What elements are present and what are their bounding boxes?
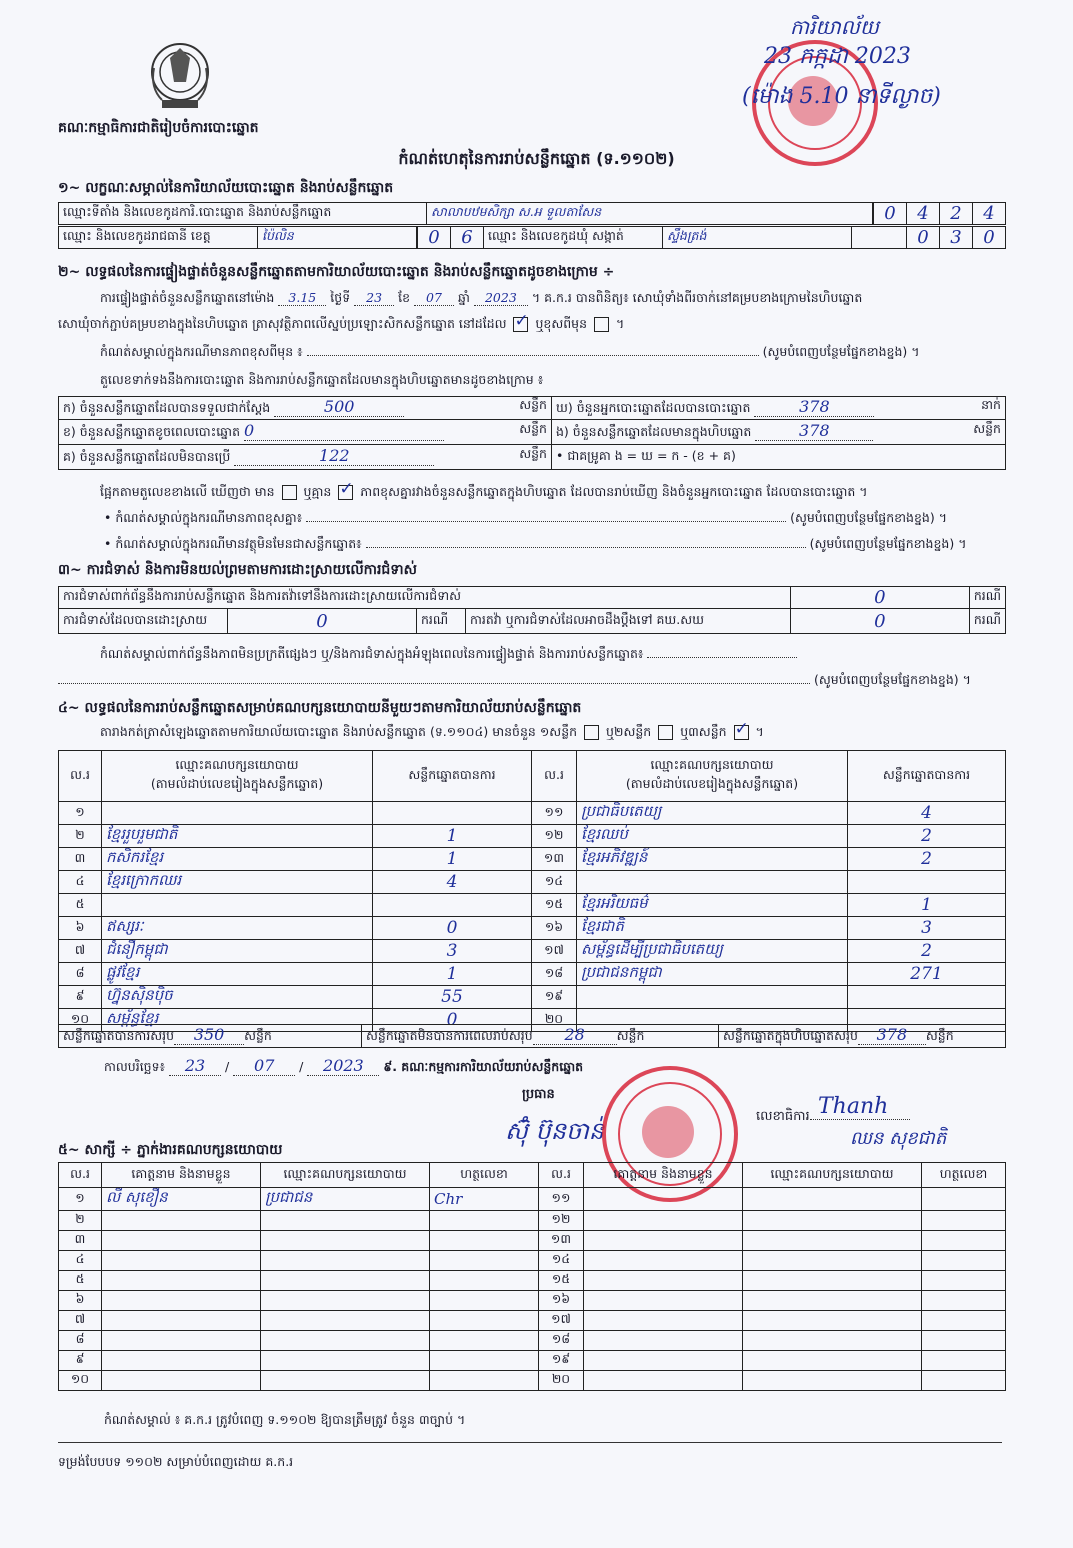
party-no: ១៥ (532, 894, 577, 917)
witness-name (584, 1311, 743, 1331)
witness-no: ១៩ (539, 1351, 584, 1371)
table-row (59, 940, 1006, 963)
witness-no: ១៦ (539, 1291, 584, 1311)
tally-sheet-line: តារាងកត់ត្រាសំឡេងឆ្នោតតាមការិយាល័យបោះឆ្នោត និងរាប់សន្លឹកឆ្នោត (ទ.១១០៤) មានចំនួន ១សន្លឹក ឬ២សន្លឹក ឬ៣សន្លឹក ✓ ។ (100, 724, 764, 743)
party-name: ខ្មែររួបរួមជាតិ (102, 825, 373, 848)
chair-signature: ស៊ុំ ប៊ុនចាន់ (505, 1117, 605, 1145)
party-no: ១១ (532, 802, 577, 825)
party-name: សម្ព័ន្ធខ្មែរ (102, 1009, 373, 1032)
party-votes: 3 (373, 940, 532, 963)
table-row (59, 1271, 1006, 1291)
witness-party (743, 1291, 922, 1311)
witness-no: ៧ (59, 1311, 102, 1331)
table-row (59, 848, 1006, 871)
witness-name (584, 1291, 743, 1311)
verification-month: 07 (414, 290, 454, 306)
witness-name (584, 1331, 743, 1351)
verification-line: ការផ្ទៀងផ្ទាត់ចំនួនសន្លឹកឆ្នោតនៅម៉ោង 3.15 ថ្ងៃទី 23 ខែ 07 ឆ្នាំ 2023 ។ គ.ក.រ បានពិនិត្យ៖ សោឃុំទាំងពីរចាក់នៅគម្របខាងក្រោមនៃហិបឆ្នោត (100, 290, 863, 305)
commune-value: ស្ទឹងត្រង់ (663, 227, 852, 249)
table-row (59, 917, 1006, 940)
party-name: ប្រជាជនកម្ពុជា (577, 963, 848, 986)
section1-table (58, 202, 1006, 225)
witness-signature (430, 1251, 539, 1271)
party-votes: 1 (373, 825, 532, 848)
party-votes: 2 (848, 940, 1006, 963)
witness-signature (430, 1331, 539, 1351)
witness-name (102, 1231, 261, 1251)
section2-heading: ២~ លទ្ធផលនៃការផ្ទៀងផ្ទាត់ចំនួនសន្លឹកឆ្នោតតាមការិយាល័យបោះឆ្នោត និងរាប់សន្លឹកឆ្នោតដូចខាងក្រោម ÷ (58, 264, 615, 280)
party-results-table: ល.រ ឈ្មោះគណបក្សនយោបាយ (តាមលំដាប់លេខរៀងក្នុងសន្លឹកឆ្នោត) សន្លឹកឆ្នោតបានការ ល.រ ឈ្មោះគណបក្សនយោបាយ (តាមលំដាប់លេខរៀងក្នុងសន្លឹកឆ្នោត) សន្លឹកឆ្នោតបានការ ១ ១១ ប្រជាធិបតេយ្យ 4 ២ ខ្មែររួបរួមជាតិ 1 ១២ ខ្មែរឈប់ 2 ៣ កសិករខ្មែរ 1 ១៣ ខ្មែរអភិវឌ្ឍន៍ 2 ៤ ខ្មែរក្រោកឈរ 4 ១៤ ៥ ១៥ ខ្មែរអរិយធម៌ 1 ៦ ឥស្សរៈ 0 ១៦ ខ្មែរជាតិ 3 ៧ ជំនឿកម្ពុជា 3 ១៧ សម្ព័ន្ធដើម្បីប្រជាធិបតេយ្យ 2 ៨ ផ្លូវខ្មែរ 1 ១៨ ប្រជាជនកម្ពុជា 271 ៩ ហ្វ៊ុនស៊ិនប៉ិច 55 ១៩ ១០ សម្ព័ន្ធខ្មែរ 0 ២០ (58, 750, 1006, 1032)
witness-no: ១៤ (539, 1251, 584, 1271)
party-name: ហ្វ៊ុនស៊ិនប៉ិច (102, 986, 373, 1009)
party-no: ១៨ (532, 963, 577, 986)
party-votes: 3 (848, 917, 1006, 940)
note2-line: • កំណត់សម្គាល់ក្នុងករណីមានភាពខុសគ្នា៖ (សូមបំពេញបន្ថែមផ្នែកខាងខ្នង) ។ (104, 510, 947, 525)
witness-signature (430, 1231, 539, 1251)
table-row: ក) ចំនួនសន្លឹកឆ្នោតដែលបានទទួលជាក់ស្តែង 500 សន្លឹក ឃ) ចំនួនអ្នកបោះឆ្នោតដែលបានបោះឆ្នោត 378 នាក់ (59, 397, 1006, 420)
party-name: ឥស្សរៈ (102, 917, 373, 940)
table-row (59, 871, 1006, 894)
witness-signature (922, 1351, 1006, 1371)
witness-name (102, 1351, 261, 1371)
party-name: ខ្មែរអរិយធម៌ (577, 894, 848, 917)
province-label: ឈ្មោះ និងលេខកូដរាជធានី ខេត្ត (59, 227, 258, 249)
section1-table-row2 (58, 226, 1006, 249)
party-no: ១២ (532, 825, 577, 848)
footer-divider (58, 1442, 1002, 1443)
witness-name (584, 1231, 743, 1251)
table-row (59, 1371, 1006, 1391)
witness-no: ៩ (59, 1351, 102, 1371)
commune-label: ឈ្មោះ និងលេខកូដឃុំ សង្កាត់ (484, 227, 663, 249)
witness-signature (922, 1251, 1006, 1271)
totals-table: សន្លឹកឆ្នោតបានការសរុប 350 សន្លឹក សន្លឹកឆ្នោតមិនបានការពេលរាប់សរុប 28 សន្លឹក សន្លឹកឆ្នោតក្នុងហិបឆ្នោតសរុប 378 សន្លឹក (58, 1024, 1006, 1048)
unchanged-checkbox[interactable] (513, 317, 528, 332)
witness-signature (430, 1271, 539, 1291)
witness-name (584, 1271, 743, 1291)
witness-no: ៤ (59, 1251, 102, 1271)
party-no: ៦ (59, 917, 102, 940)
party-name (577, 871, 848, 894)
witness-no: ៦ (59, 1291, 102, 1311)
ballot-figures-table (58, 396, 1006, 470)
witness-signature (922, 1271, 1006, 1291)
party-name: ខ្មែរអភិវឌ្ឍន៍ (577, 848, 848, 871)
witness-party (261, 1331, 430, 1351)
no-discrepancy-checkbox[interactable] (338, 485, 353, 500)
table-row (59, 986, 1006, 1009)
witness-signature (922, 1231, 1006, 1251)
witness-party (743, 1371, 922, 1391)
ballots-received-value: 500 (274, 397, 404, 417)
spoiled-ballots-value: 0 (244, 421, 444, 441)
party-votes: 1 (373, 963, 532, 986)
note1-line: កំណត់សម្គាល់ក្នុងករណីមានភាពខុសពីមុន ៖ (សូមបំពេញបន្ថែមផ្នែកខាងខ្នង) ។ (100, 344, 920, 359)
party-votes: 1 (373, 848, 532, 871)
table-row (59, 1291, 1006, 1311)
table-row (59, 1231, 1006, 1251)
party-votes: 2 (848, 848, 1006, 871)
party-name: ខ្មែរជាតិ (577, 917, 848, 940)
party-no: ៣ (59, 848, 102, 871)
witness-no: ១៣ (539, 1231, 584, 1251)
figures-intro: តួលេខទាក់ទងនឹងការបោះឆ្នោត និងការរាប់សន្លឹកឆ្នោតដែលមានក្នុងហិបឆ្នោតមានដូចខាងក្រោម ៖ (100, 372, 544, 387)
discrepancy-line: ផ្អែកតាមតួលេខខាងលើ ឃើញថា មាន ឬគ្មាន ✓ ភាពខុសគ្នារវាងចំនួនសន្លឹកឆ្នោតក្នុងហិបឆ្នោត ដែលបានរាប់ឃើញ និងចំនួនអ្នកបោះឆ្នោត ដែលបានបោះឆ្នោត ។ (100, 484, 868, 503)
witness-name (102, 1251, 261, 1271)
note3-line: • កំណត់សម្គាល់ក្នុងករណីមានវត្ថុមិនមែនជាសន្លឹកឆ្នោត៖ (សូមបំពេញបន្ថែមផ្នែកខាងខ្នង) ។ (104, 536, 967, 551)
witness-no: ២ (59, 1211, 102, 1231)
witness-name (102, 1291, 261, 1311)
witness-no: ៨ (59, 1331, 102, 1351)
witness-party (261, 1311, 430, 1331)
table-row (59, 1188, 1006, 1211)
table-row: គ) ចំនួនសន្លឹកឆ្នោតដែលមិនបានប្រើ 122 សន្លឹក • ជាគម្រូគា ង = ឃ = ក - (ខ + គ) (59, 445, 1006, 470)
witness-party (743, 1351, 922, 1371)
witness-party (261, 1251, 430, 1271)
section5-heading: ៥~ សាក្សី ÷ ភ្នាក់ងារគណបក្សនយោបាយ (58, 1142, 283, 1158)
form-footer: ទម្រង់បែបបទ ១១០២ សម្រាប់បំពេញដោយ គ.ក.រ (58, 1454, 294, 1469)
resolved-objections-count: 0 (228, 609, 417, 634)
witness-name (584, 1351, 743, 1371)
witness-no: ១៨ (539, 1331, 584, 1351)
date-day: 23 (169, 1056, 221, 1076)
section3-heading: ៣~ ការជំទាស់ និងការមិនយល់ព្រមតាមការដោះស្រាយលើការជំទាស់ (58, 562, 417, 578)
witness-signature (430, 1291, 539, 1311)
witness-name (584, 1251, 743, 1271)
party-votes: 0 (373, 1009, 532, 1032)
party-votes: 4 (848, 802, 1006, 825)
secretary-name: ឈន សុខជាតិ (850, 1128, 947, 1149)
witness-name (102, 1211, 261, 1231)
party-no: ១៤ (532, 871, 577, 894)
party-name: ជំនឿកម្ពុជា (102, 940, 373, 963)
total-invalid-value: 28 (533, 1025, 617, 1045)
witness-party (743, 1251, 922, 1271)
secretary-signature: Thanh (818, 1094, 889, 1119)
document-title: កំណត់ហេតុនៃការរាប់សន្លឹកឆ្នោត (ទ.១១០២) (398, 149, 675, 168)
party-name: ផ្លូវខ្មែរ (102, 963, 373, 986)
organization-name: គណៈកម្មាធិការជាតិរៀបចំការបោះឆ្នោត (58, 120, 259, 136)
witness-no: ២០ (539, 1371, 584, 1391)
witness-party (261, 1271, 430, 1291)
two-sheets-checkbox[interactable] (658, 725, 673, 740)
section4-heading: ៤~ លទ្ធផលនៃការរាប់សន្លឹកឆ្នោតសម្រាប់គណបក្សនយោបាយនីមួយៗតាមការិយាល័យរាប់សន្លឹកឆ្នោត (58, 700, 582, 716)
witness-party (743, 1211, 922, 1231)
table-row: ការជំទាស់ពាក់ព័ន្ធនឹងការរាប់សន្លឹកឆ្នោត និងការតវ៉ាទៅនឹងការដោះស្រាយលើការជំទាស់ 0 ករណី (59, 587, 1006, 609)
section3-note: កំណត់សម្គាល់ពាក់ព័ន្ធនឹងភាពមិនប្រក្រតីផ្សេងៗ ឬ/និងការជំទាស់ក្នុងអំឡុងពេលនៃការផ្ទៀងផ្ទាត់ និងការរាប់សន្លឹកឆ្នោត៖ (100, 646, 797, 665)
party-votes: 1 (848, 894, 1006, 917)
witness-signature (430, 1351, 539, 1371)
witness-signature: Chr (430, 1188, 539, 1211)
party-no: ១៩ (532, 986, 577, 1009)
witness-no: ១៧ (539, 1311, 584, 1331)
witness-no: ១២ (539, 1211, 584, 1231)
polling-station-label: ឈ្មោះទីតាំង និងលេខកូដការិ.បោះឆ្នោត និងរាប់សន្លឹកឆ្នោត (59, 203, 427, 225)
objections-count: 0 (790, 587, 969, 609)
seal-status-line: សោឃុំចាក់ភ្ជាប់គម្របខាងក្នុងនៃហិបឆ្នោត ត្រាសុវត្ថិភាពលើស្នប់ប្រឡោះសិកសន្លឹកឆ្នោត នៅដដែល ✓ ឬខុសពីមុន ។ (58, 316, 624, 335)
witness-name (584, 1211, 743, 1231)
witness-name: លី សុខឿន (102, 1188, 261, 1211)
table-row: ខ) ចំនួនសន្លឹកឆ្នោតខូចពេលបោះឆ្នោត 0 សន្លឹក ង) ចំនួនសន្លឹកឆ្នោតដែលមានក្នុងហិបឆ្នោត 378 សន្លឹក (59, 420, 1006, 445)
witness-signature (922, 1211, 1006, 1231)
table-row (59, 802, 1006, 825)
party-votes (848, 871, 1006, 894)
witness-table: ល.រ គោត្តនាម និងនាមខ្លួន ឈ្មោះគណបក្សនយោបាយ ហត្ថលេខា ល.រ គោត្តនាម និងនាមខ្លួន ឈ្មោះគណបក្សនយោបាយ ហត្ថលេខា ១ លី សុខឿន ប្រជាជន Chr ១១ ២ ១២ ៣ ១៣ ៤ ១៤ ៥ ១៥ ៦ ១៦ ៧ ១៧ ៨ ១៨ ៩ ១៩ ១០ ២០ (58, 1162, 1006, 1391)
witness-party (743, 1188, 922, 1211)
stamp-note-2: 23 កក្កដា 2023 (764, 44, 911, 69)
one-sheet-checkbox[interactable] (584, 725, 599, 740)
party-name: សម្ព័ន្ធដើម្បីប្រជាធិបតេយ្យ (577, 940, 848, 963)
party-no: ៤ (59, 871, 102, 894)
total-in-box-value: 378 (858, 1025, 926, 1045)
party-votes: 55 (373, 986, 532, 1009)
voters-value: 378 (754, 397, 874, 417)
witness-no: ១១ (539, 1188, 584, 1211)
witness-signature (922, 1188, 1006, 1211)
witness-name (584, 1371, 743, 1391)
commune-code: 0 3 0 (852, 227, 1006, 249)
party-no: ៨ (59, 963, 102, 986)
party-votes: 2 (848, 825, 1006, 848)
unused-ballots-value: 122 (234, 446, 434, 466)
witness-party (261, 1371, 430, 1391)
polling-station-code: 0 4 2 4 (873, 203, 1006, 225)
witness-name (102, 1311, 261, 1331)
witness-party (743, 1311, 922, 1331)
witness-party (261, 1231, 430, 1251)
party-no: ១៦ (532, 917, 577, 940)
party-name: ខ្មែរឈប់ (577, 825, 848, 848)
witness-name (102, 1271, 261, 1291)
witness-name (102, 1371, 261, 1391)
date-year: 2023 (307, 1056, 379, 1076)
chair-label: ប្រធាន (522, 1087, 555, 1102)
witness-party (261, 1211, 430, 1231)
witness-signature (430, 1211, 539, 1231)
province-code: 0 6 (417, 227, 484, 249)
witness-party (743, 1271, 922, 1291)
party-votes: 271 (848, 963, 1006, 986)
party-name: ប្រជាធិបតេយ្យ (577, 802, 848, 825)
table-row (59, 1211, 1006, 1231)
polling-station-value: សាលាបឋមសិក្សា ស.អ ទួលតាសែន (426, 203, 872, 225)
witness-party (743, 1331, 922, 1351)
party-name (102, 894, 373, 917)
three-sheets-checkbox[interactable] (734, 725, 749, 740)
appeals-count: 0 (790, 609, 969, 634)
has-discrepancy-checkbox[interactable] (282, 485, 297, 500)
party-no: ៧ (59, 940, 102, 963)
party-no: ៩ (59, 986, 102, 1009)
table-row (59, 1311, 1006, 1331)
changed-checkbox[interactable] (594, 317, 609, 332)
witness-signature (922, 1331, 1006, 1351)
table-row (59, 963, 1006, 986)
province-value: ប៉ៃលិន (258, 227, 417, 249)
verification-year: 2023 (474, 290, 528, 306)
party-votes: 0 (373, 917, 532, 940)
section3-note-line2: (សូមបំពេញបន្ថែមផ្នែកខាងខ្នង) ។ (58, 672, 971, 691)
witness-signature (430, 1311, 539, 1331)
table-row (59, 894, 1006, 917)
party-votes: 4 (373, 871, 532, 894)
secretary-label: លេខាធិការ (756, 1108, 910, 1127)
objections-table (58, 586, 1006, 634)
party-no: ២០ (532, 1009, 577, 1032)
stamp-note-3: (ម៉ោង 5.10 នាទីល្ងាច) (742, 84, 941, 109)
verification-time: 3.15 (278, 290, 326, 306)
witness-no: ១៥ (539, 1271, 584, 1291)
table-row (59, 825, 1006, 848)
table-row (59, 1251, 1006, 1271)
party-no: ២ (59, 825, 102, 848)
party-name (102, 802, 373, 825)
witness-no: ៣ (59, 1231, 102, 1251)
witness-name (584, 1188, 743, 1211)
witness-party: ប្រជាជន (261, 1188, 430, 1211)
witness-no: ១ (59, 1188, 102, 1211)
witness-signature (922, 1291, 1006, 1311)
witness-signature (922, 1311, 1006, 1331)
party-votes (848, 986, 1006, 1009)
witness-signature (922, 1371, 1006, 1391)
footnote: កំណត់សម្គាល់ ៖ គ.ក.រ ត្រូវបំពេញ ទ.១១០២ ឱ្យបានត្រឹមត្រូវ ចំនួន ៣ច្បាប់ ។ (104, 1412, 466, 1427)
witness-party (261, 1291, 430, 1311)
stamp-note-1: ការិយាល័យ (790, 15, 879, 39)
total-valid-value: 350 (174, 1025, 244, 1045)
party-name: ខ្មែរក្រោកឈរ (102, 871, 373, 894)
verification-day: 23 (354, 290, 394, 306)
party-name (577, 986, 848, 1009)
witness-party (743, 1231, 922, 1251)
witness-no: ៥ (59, 1271, 102, 1291)
party-votes (373, 802, 532, 825)
table-row: ការជំទាស់ដែលបានដោះស្រាយ 0 ករណី ការតវ៉ា ឬការជំទាស់ដែលអាចដឹងប្តឹងទៅ គឃ.សឃ 0 ករណី (59, 609, 1006, 634)
party-no: ១០ (59, 1009, 102, 1032)
party-name: កសិករខ្មែរ (102, 848, 373, 871)
section1-heading: ១~ លក្ខណៈសម្គាល់នៃការិយាល័យបោះឆ្នោត និងរាប់សន្លឹកឆ្នោត (58, 180, 394, 196)
party-votes (373, 894, 532, 917)
table-row (59, 1351, 1006, 1371)
party-no: ៥ (59, 894, 102, 917)
date-month: 07 (233, 1056, 295, 1076)
nec-emblem-icon (140, 38, 220, 114)
witness-no: ១០ (59, 1371, 102, 1391)
ballots-in-box-value: 378 (755, 421, 873, 441)
party-no: ១ (59, 802, 102, 825)
party-no: ១៧ (532, 940, 577, 963)
witness-signature (430, 1371, 539, 1391)
witness-name (102, 1331, 261, 1351)
date-line: កាលបរិច្ឆេទ៖ 23 / 07 / 2023 ៩. គណៈកម្មការការិយាល័យរាប់សន្លឹកឆ្នោត (104, 1056, 584, 1075)
party-no: ១៣ (532, 848, 577, 871)
table-row (59, 1331, 1006, 1351)
witness-party (261, 1351, 430, 1371)
